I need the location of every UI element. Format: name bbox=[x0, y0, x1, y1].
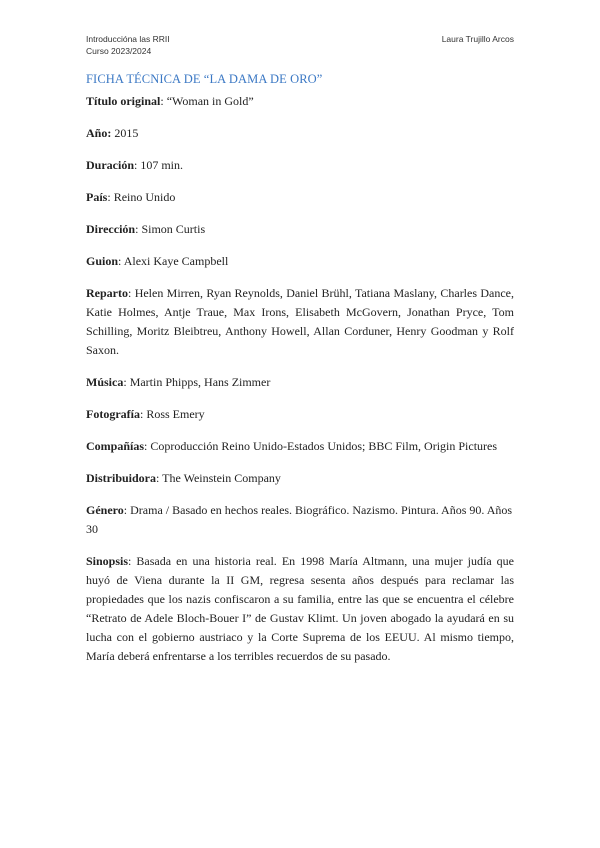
field-separator: : bbox=[134, 158, 141, 172]
field-guion bbox=[86, 252, 514, 271]
field-distribuidora bbox=[86, 469, 514, 488]
field-duracion bbox=[86, 156, 514, 175]
header-author: Laura Trujillo Arcos bbox=[441, 34, 514, 44]
field-separator: : bbox=[144, 439, 151, 453]
field-label: Género bbox=[86, 503, 124, 517]
field-label: Título original bbox=[86, 94, 161, 108]
field-label: País bbox=[86, 190, 108, 204]
field-value: “Woman in Gold” bbox=[166, 94, 254, 108]
field-separator: : bbox=[156, 471, 163, 485]
field-value: Drama / Basado en hechos reales. Biográfico. Nazismo. Pintura. Años 90. Años 30 bbox=[86, 503, 513, 536]
field-sinopsis bbox=[86, 552, 514, 666]
field-separator: : bbox=[123, 503, 131, 517]
header-year: Curso 2023/2024 bbox=[86, 46, 152, 56]
field-separator: : bbox=[135, 222, 142, 236]
field-label: Duración bbox=[86, 158, 134, 172]
field-genero bbox=[86, 501, 514, 539]
field-separator: : bbox=[128, 554, 137, 568]
field-separator: : bbox=[128, 286, 135, 300]
header-left bbox=[86, 33, 170, 57]
field-separator: : bbox=[160, 94, 167, 108]
field-label: Sinopsis bbox=[86, 554, 129, 568]
document-title: FICHA TÉCNICA DE “LA DAMA DE ORO” bbox=[86, 72, 323, 86]
field-value: Ross Emery bbox=[146, 407, 205, 421]
field-value: Basada en una historia real. En 1998 María Altmann, una mujer judía que huyó de Viena durante la II GM, regresa sesenta años después para reclamar las propiedades que los nazis confiscaron a su familia, entre las que se encuentra el célebre “Retrato de Adele Bloch-Bouer I” de Gustav Klimt. Un joven abogado la ayudará en su lucha con el gobierno austriaco y la Corte Suprema de los EEUU. Al mismo tiempo, María deberá enfrentarse a los terribles recuerdos de su pasado. bbox=[86, 554, 514, 663]
field-separator: : bbox=[123, 375, 130, 389]
field-label: Reparto bbox=[86, 286, 128, 300]
field-value: Alexi Kaye Campbell bbox=[123, 254, 229, 268]
field-label: Música bbox=[86, 375, 124, 389]
field-fotografia bbox=[86, 405, 514, 424]
field-reparto bbox=[86, 284, 514, 360]
field-value: Simon Curtis bbox=[141, 222, 206, 236]
field-separator: : bbox=[118, 254, 124, 268]
field-label: Dirección bbox=[86, 222, 136, 236]
field-label: Fotografía bbox=[86, 407, 140, 421]
field-separator: : bbox=[139, 407, 147, 421]
field-label: Guion bbox=[86, 254, 119, 268]
field-value: Martin Phipps, Hans Zimmer bbox=[129, 375, 271, 389]
field-value: Helen Mirren, Ryan Reynolds, Daniel Brühl, Tatiana Maslany, Charles Dance, Katie Holmes, Antje Traue, Max Irons, Elisabeth McGovern, Jonathan Pryce, Tom Schilling, Moritz Bleibtreu, Anthony Howell, Allan Corduner, Henry Goodman y Rolf Saxon. bbox=[86, 286, 515, 357]
field-ano bbox=[86, 124, 514, 143]
field-separator: : bbox=[107, 190, 114, 204]
field-value: Reino Unido bbox=[113, 190, 176, 204]
field-companias bbox=[86, 437, 514, 456]
field-direccion bbox=[86, 220, 514, 239]
header-course: Introduccióna las RRII bbox=[86, 34, 170, 44]
field-pais bbox=[86, 188, 514, 207]
field-value: 107 min. bbox=[140, 158, 184, 172]
document-body bbox=[86, 70, 514, 679]
field-titulo-original bbox=[86, 92, 514, 111]
field-value: 2015 bbox=[114, 126, 139, 140]
field-label: Distribuidora bbox=[86, 471, 157, 485]
field-label: Compañías bbox=[86, 439, 145, 453]
field-value: The Weinstein Company bbox=[162, 471, 281, 485]
field-musica bbox=[86, 373, 514, 392]
field-label: Año: bbox=[86, 126, 112, 140]
field-value: Coproducción Reino Unido-Estados Unidos; BBC Film, Origin Pictures bbox=[150, 439, 498, 453]
